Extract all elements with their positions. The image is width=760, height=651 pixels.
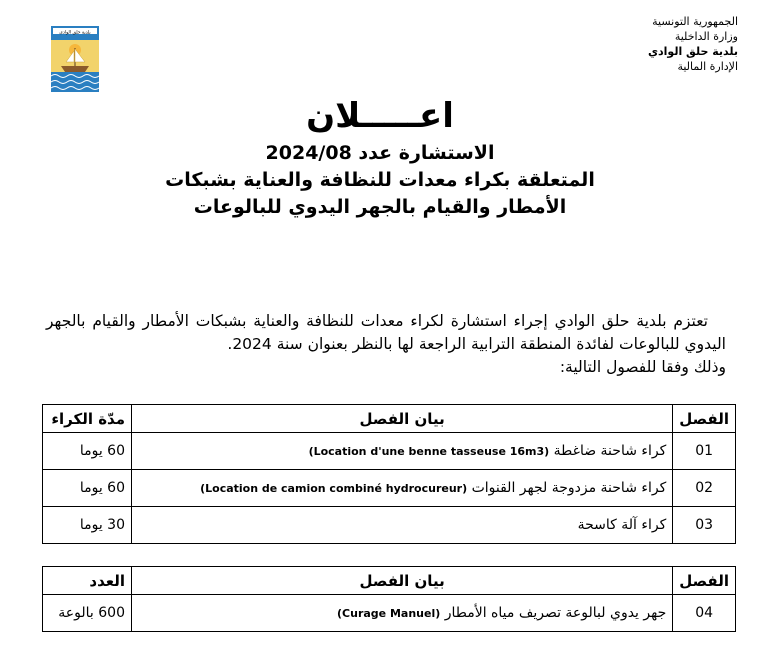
rental-lots-table [42,404,736,544]
municipality-logo [47,22,103,98]
table-row [43,470,736,507]
lot-header: الفصل [673,405,736,433]
table-header-row [43,567,736,595]
lot-description-ar: جهر يدوي لبالوعة تصريف مياه الأمطار [444,605,667,621]
lot-number: 02 [673,470,736,507]
manual-cleaning-table [42,566,736,632]
count-header: العدد [43,567,132,595]
lot-duration: 60 يوما [43,470,132,507]
announcement-title-block [0,96,760,221]
lot-description [132,595,673,632]
table-row [43,507,736,544]
consultation-number: الاستشارة عدد 2024/08 [265,142,495,164]
lot-description-fr: (Location de camion combiné hydrocureur) [200,482,468,495]
lot-description-ar: كراء شاحنة مزدوجة لجهر القنوات [471,480,667,496]
lot-description-fr: (Curage Manuel) [337,607,441,620]
issuer-header [518,14,738,74]
lot-description-ar: كراء شاحنة ضاغطة [553,443,667,459]
republic-label: الجمهورية التونسية [652,15,738,28]
department-label: الإدارة المالية [677,60,738,73]
lot-count: 600 بالوعة [43,595,132,632]
table-header-row [43,405,736,433]
lot-number: 03 [673,507,736,544]
ministry-label: وزارة الداخلية [674,30,738,43]
lot-header: الفصل [673,567,736,595]
lot-duration: 60 يوما [43,433,132,470]
logo-caption: بلدية حلق الوادي [59,30,91,36]
lot-number: 01 [673,433,736,470]
table-row [43,595,736,632]
lot-description-ar: كراء آلة كاسحة [577,517,667,533]
lot-description [132,507,673,544]
lot-description-fr: (Location d'une benne tasseuse 16m3) [308,445,550,458]
lots-intro: وذلك وفقا للفصول التالية: [559,358,726,376]
lot-number: 04 [673,595,736,632]
intro-paragraph: تعتزم بلدية حلق الوادي إجراء استشارة لكراء معدات للنظافة والعناية بشبكات الأمطار والقيام بالجهر اليدوي للبالوعات لفائدة المنطقة الترابية الراجعة لها بالنظر بعنوان سنة 2024. [46,312,726,353]
table-row [43,433,736,470]
municipality-label: بلدية حلق الوادي [647,45,738,58]
lot-description [132,470,673,507]
announcement-title: اعـــــلان [306,96,454,136]
subject-line-1: المتعلقة بكراء معدات للنظافة والعناية بشبكات [165,169,595,191]
description-header: بيان الفصل [132,405,673,433]
description-header: بيان الفصل [132,567,673,595]
subject-line-2: الأمطار والقيام بالجهر اليدوي للبالوعات [193,196,567,218]
duration-header: مدّة الكراء [43,405,132,433]
intro-text [46,310,726,379]
lot-duration: 30 يوما [43,507,132,544]
lot-description [132,433,673,470]
